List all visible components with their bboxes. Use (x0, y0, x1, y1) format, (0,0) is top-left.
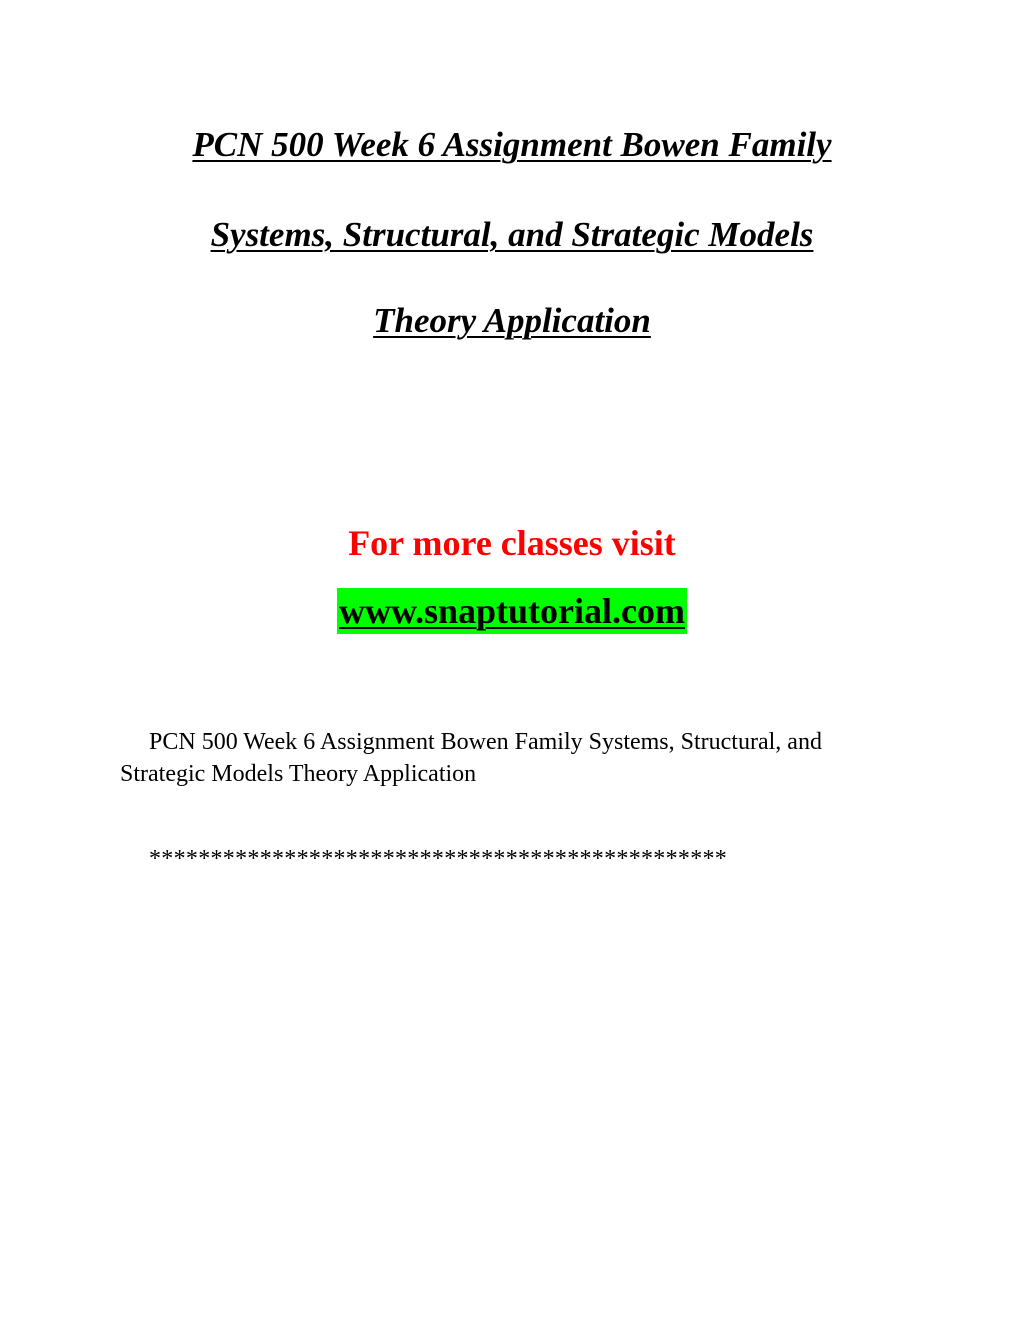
asterisk-separator: *********************************************** (149, 846, 728, 872)
body-paragraph: PCN 500 Week 6 Assignment Bowen Family Systems, Structural, and Strategic Models Theory Application (120, 729, 822, 787)
website-link[interactable]: www.snaptutorial.com (337, 588, 687, 634)
document-title-line-1: PCN 500 Week 6 Assignment Bowen Family (192, 125, 832, 164)
document-title-line-2: Systems, Structural, and Strategic Models (210, 215, 814, 254)
document-title-line-3: Theory Application (373, 301, 651, 340)
promo-link-container (0, 588, 1024, 634)
promo-text: For more classes visit (348, 523, 676, 563)
